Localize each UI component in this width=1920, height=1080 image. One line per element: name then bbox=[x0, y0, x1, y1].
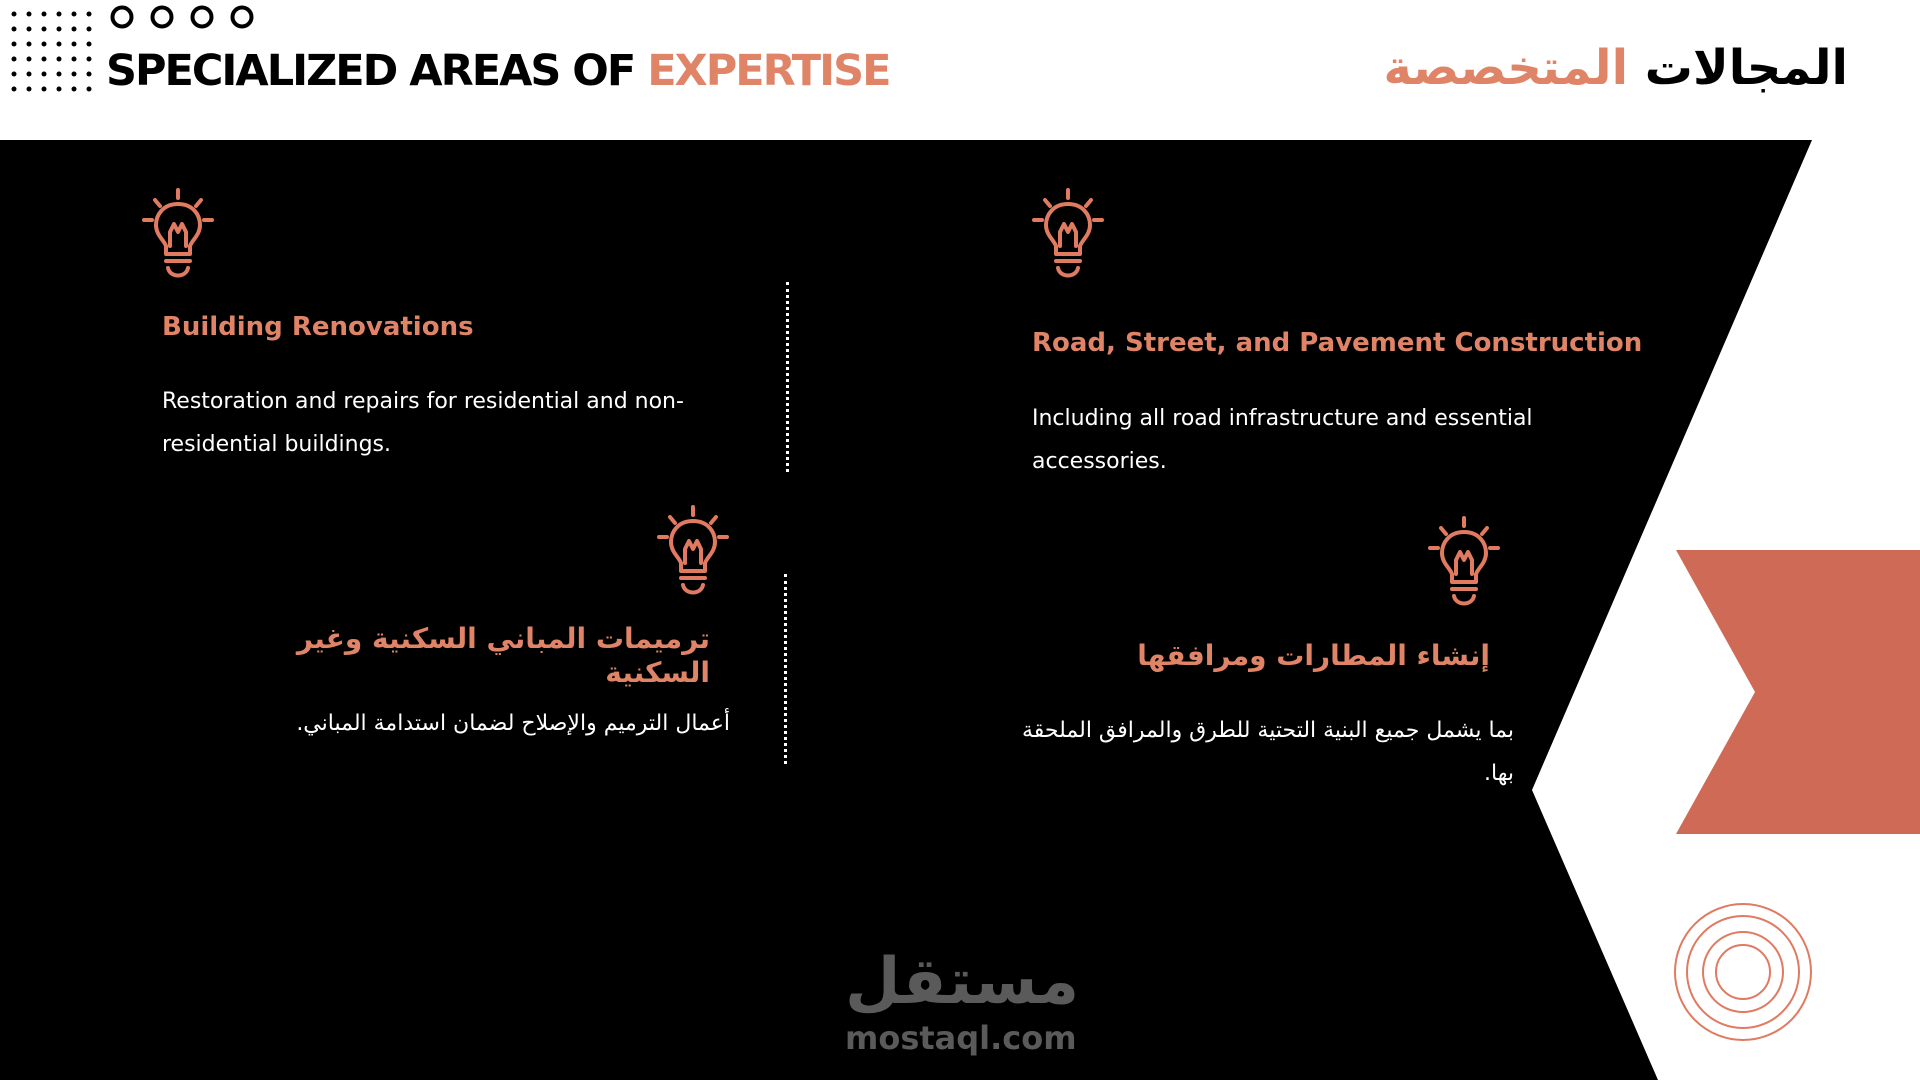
card-description-building-renovations: Restoration and repairs for residential and non-residential buildings. bbox=[162, 389, 684, 457]
dotted-divider bbox=[784, 574, 787, 764]
card-description-road-construction: Including all road infrastructure and essential accessories. bbox=[1032, 406, 1533, 474]
watermark-latin: mostaql.com bbox=[845, 1019, 1077, 1057]
lightbulb-icon bbox=[142, 188, 214, 282]
lightbulb-icon bbox=[1032, 188, 1104, 282]
card-heading-road-construction: Road, Street, and Pavement Construction bbox=[1032, 328, 1643, 358]
page-title-arabic bbox=[1383, 40, 1848, 96]
title-ar-main: المجالات bbox=[1628, 40, 1848, 96]
title-ar-accent: المتخصصة bbox=[1383, 40, 1629, 96]
dot-grid-icon bbox=[10, 10, 95, 95]
card-heading-arabic-airports: إنشاء المطارات ومرافقها bbox=[1137, 639, 1490, 672]
card-description-arabic-renovations: أعمال الترميم والإصلاح لضمان استدامة المباني. bbox=[296, 711, 730, 736]
coral-chevron-shape bbox=[1676, 550, 1920, 834]
page-title-english bbox=[106, 46, 889, 96]
black-chevron-panel bbox=[0, 140, 1812, 1080]
outline-circles-icon bbox=[110, 5, 260, 33]
watermark-arabic: مستقل bbox=[845, 945, 1080, 1019]
lightbulb-icon bbox=[657, 505, 729, 599]
card-description-arabic-airports: بما يشمل جميع البنية التحتية للطرق والمرافق الملحقة بها. bbox=[1021, 718, 1514, 786]
dotted-divider bbox=[786, 282, 789, 472]
mostaql-watermark bbox=[845, 945, 1080, 1057]
title-en-main: SPECIALIZED AREAS OF bbox=[106, 46, 648, 96]
card-heading-building-renovations: Building Renovations bbox=[162, 312, 474, 342]
title-en-accent: EXPERTISE bbox=[647, 46, 890, 96]
card-heading-arabic-renovations: ترميمات المباني السكنية وغير السكنية bbox=[296, 622, 710, 689]
concentric-circles-icon bbox=[1675, 904, 1811, 1040]
lightbulb-icon bbox=[1428, 516, 1500, 610]
